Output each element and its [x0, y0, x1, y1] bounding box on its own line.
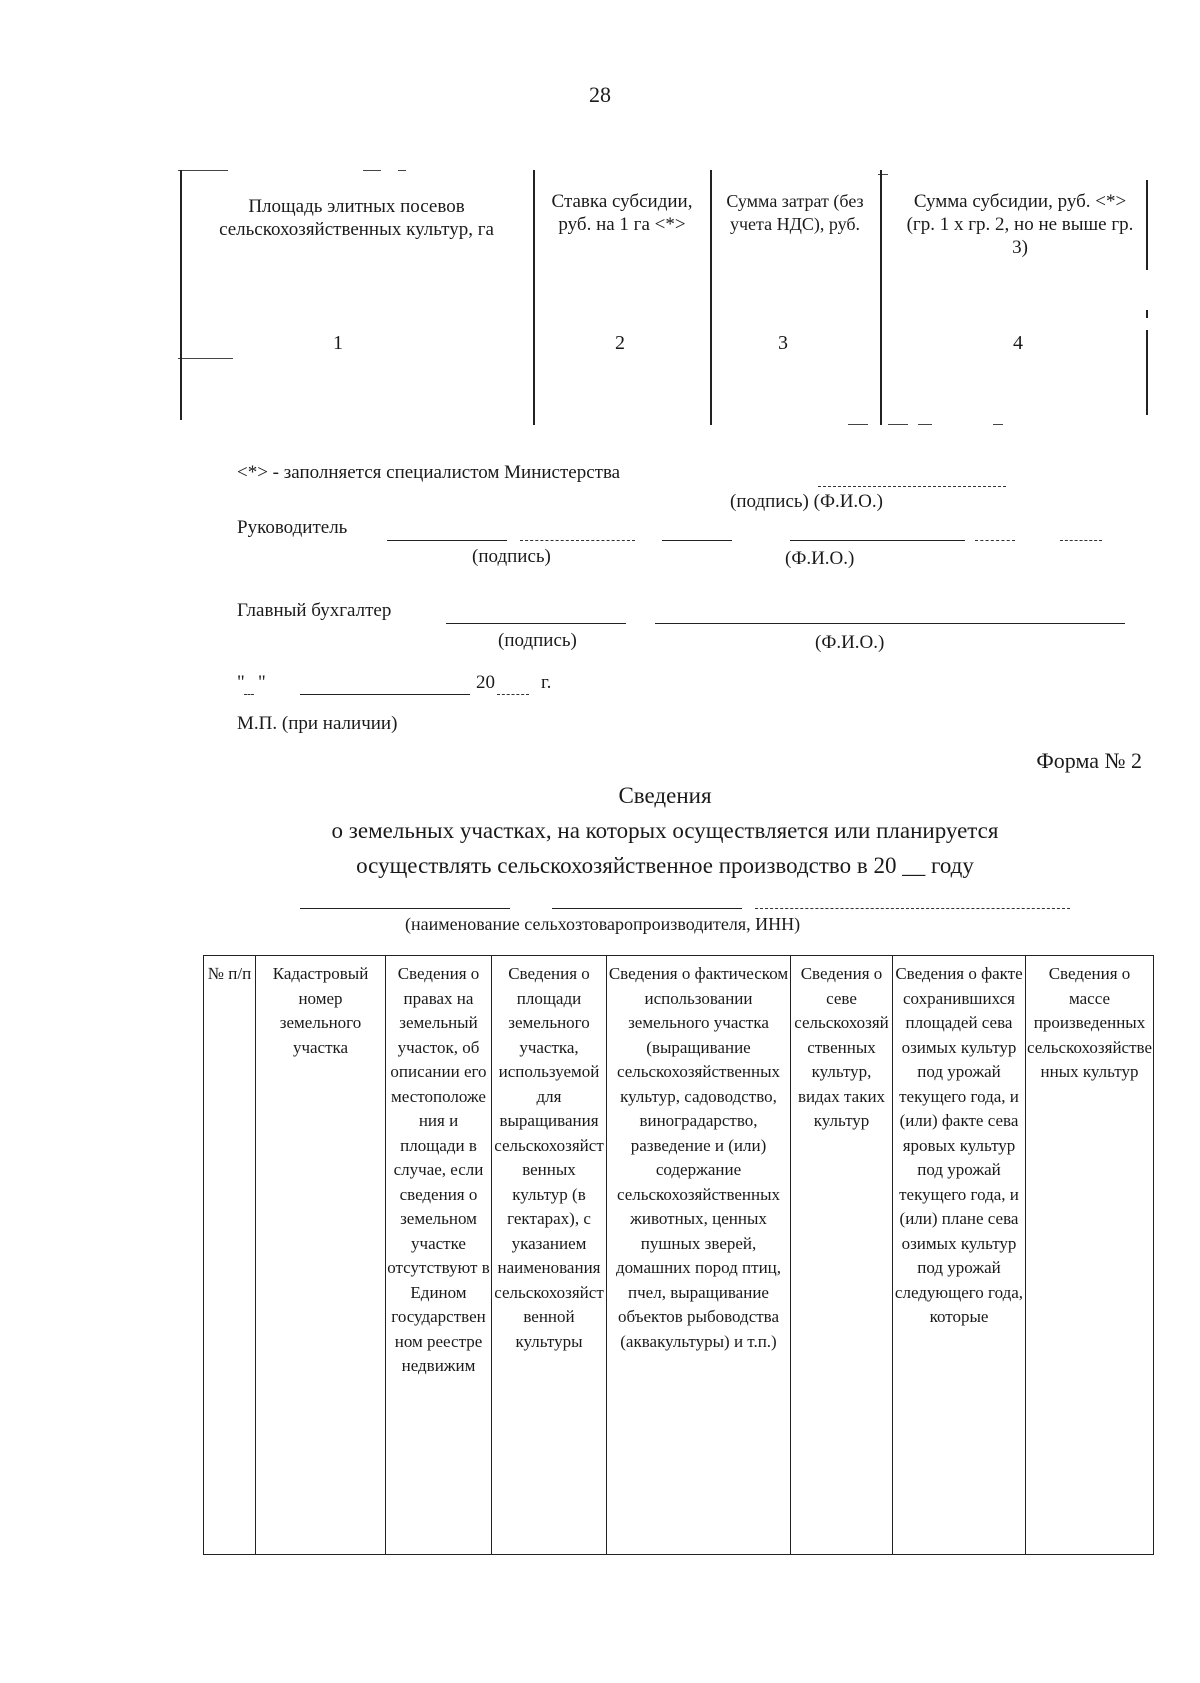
date-suffix: г. — [541, 672, 552, 693]
head-name-caption: (Ф.И.О.) — [785, 548, 855, 569]
col-header-sowing-facts: Сведения о факте сохранившихся площадей сева озимых культур под урожай текущего года, и (или) факте сева яровых культур под урожай текущего года, и (или) плане сева озимых культур под урожай следующего года, которые — [893, 956, 1026, 1555]
footnote-captions: (подпись) (Ф.И.О.) — [730, 491, 883, 512]
date-year: 20 — [476, 672, 495, 693]
accountant-sign-caption: (подпись) — [498, 630, 577, 651]
table1-col-number: 2 — [615, 332, 625, 354]
col-header-area: Сведения о площади земельного участка, используемой для выращивания сельскохозяйственных культур (в гектарах), с указанием наименования сельскохозяйственной культуры — [492, 956, 607, 1555]
footnote: <*> - заполняется специалистом Министерства — [237, 462, 621, 483]
date-quote-close: " — [258, 672, 266, 693]
table1-col-number: 4 — [1013, 332, 1023, 354]
table1-col-number: 3 — [778, 332, 788, 354]
subsidy-table — [178, 170, 1158, 425]
page-number: 28 — [589, 82, 611, 107]
table1-header-subsidy: Сумма субсидии, руб. <*> (гр. 1 x гр. 2, но не выше гр. 3) — [906, 191, 1134, 258]
head-label: Руководитель — [237, 517, 348, 538]
form2-title: Сведения — [618, 783, 712, 808]
table1-header-costs: Сумма затрат (без учета НДС), руб. — [726, 191, 864, 234]
accountant-name-caption: (Ф.И.О.) — [815, 632, 885, 653]
col-header-sowing: Сведения о севе сельскохозяйственных культур, видах таких культур — [791, 956, 893, 1555]
head-sign-caption: (подпись) — [472, 546, 551, 567]
stamp-note: М.П. (при наличии) — [237, 713, 398, 734]
col-header-cadastral-number: Кадастровый номер земельного участка — [256, 956, 386, 1555]
col-header-harvest-mass: Сведения о массе произведенных сельскохозяйственных культур — [1026, 956, 1154, 1555]
table1-header-rate: Ставка субсидии, руб. на 1 га <*> — [551, 191, 693, 235]
form2-label: Форма № 2 — [1036, 748, 1142, 773]
table1-col-number: 1 — [333, 332, 343, 354]
accountant-label: Главный бухгалтер — [237, 600, 392, 621]
col-header-number: № п/п — [204, 956, 256, 1555]
col-header-actual-use: Сведения о фактическом использовании земельного участка (выращивание сельскохозяйственных культур, садоводство, виноградарство, разведение и (или) содержание сельскохозяйственных животных, ценных пушных зверей, домашних пород птиц, пчел, выращивание объектов рыбоводства (аквакультуры) и т.п.) — [607, 956, 791, 1555]
form2-subtitle-line2: осуществлять сельскохозяйственное производство в 20 __ году — [356, 853, 974, 878]
table1-header-area: Площадь элитных посевов сельскохозяйственных культур, га — [219, 196, 494, 240]
date-quote-open: " — [237, 672, 245, 693]
col-header-rights: Сведения о правах на земельный участок, об описании его местоположения и площади в случае, если сведения о земельном участке отсутствуют в Едином государственном реестре недвижим — [386, 956, 492, 1555]
producer-caption: (наименование сельхозтоваропроизводителя, ИНН) — [405, 914, 801, 934]
form2-subtitle-line1: о земельных участках, на которых осуществляется или планируется — [331, 818, 999, 843]
land-plots-table — [203, 955, 1154, 1555]
